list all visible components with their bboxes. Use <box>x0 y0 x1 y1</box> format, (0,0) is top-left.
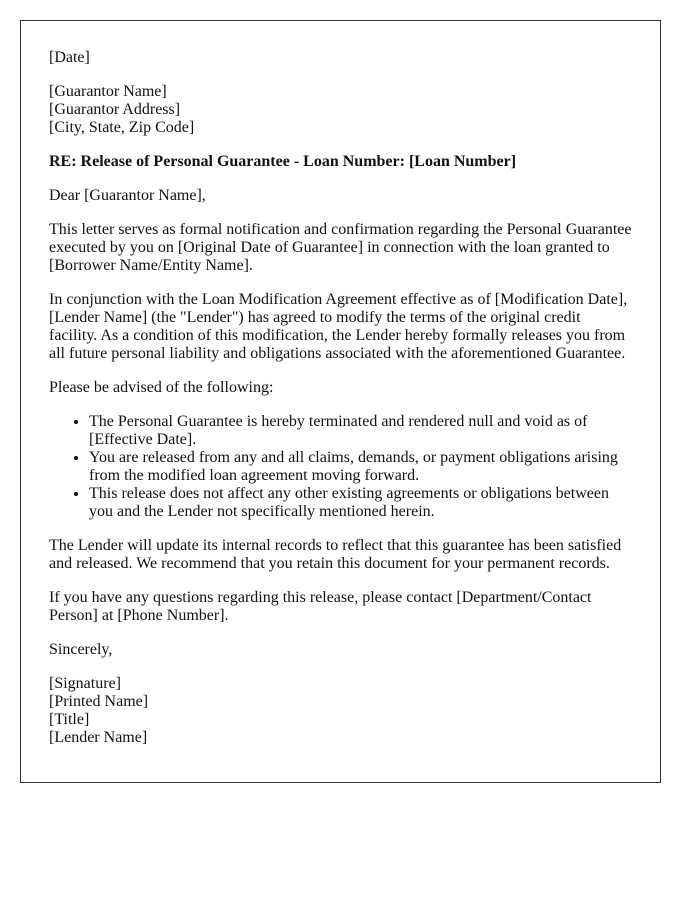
body-paragraph-3: Please be advised of the following: <box>49 379 274 396</box>
terms-list-item: • The Personal Guarantee is hereby terminated and rendered null and void as of [Effective Date]. <box>89 413 632 449</box>
lender-name: [Lender Name] <box>49 729 148 746</box>
signer-title: [Title] <box>49 711 90 728</box>
signature-block <box>49 675 632 747</box>
subject-line: RE: Release of Personal Guarantee - Loan Number: [Loan Number] <box>49 153 517 170</box>
printed-name: [Printed Name] <box>49 693 149 710</box>
terms-list <box>49 413 632 521</box>
recipient-address: [Guarantor Address] <box>49 101 181 118</box>
letter-page <box>20 20 661 783</box>
body-paragraph-2: In conjunction with the Loan Modification Agreement effective as of [Modification Date], [Lender Name] (the "Lender") has agreed to modify the terms of the original credit facility. As a condition of this modification, the Lender hereby formally releases you from all future personal liability and obligations associated with the aforementioned Guarantee. <box>49 291 628 362</box>
recipient-name: [Guarantor Name] <box>49 83 167 100</box>
closing-paragraph-2: If you have any questions regarding this release, please contact [Department/Contact Person] at [Phone Number]. <box>49 589 592 624</box>
closing-line: Sincerely, <box>49 641 113 658</box>
body-paragraph-1: This letter serves as formal notification and confirmation regarding the Personal Guarantee executed by you on [Original Date of Guarantee] in connection with the loan granted to [Borrower Name/Entity Name]. <box>49 221 632 274</box>
date-line: [Date] <box>49 49 90 66</box>
terms-list-item: • You are released from any and all claims, demands, or payment obligations arising from the modified loan agreement moving forward. <box>89 449 632 485</box>
terms-list-item: • This release does not affect any other existing agreements or obligations between you and the Lender not specifically mentioned herein. <box>89 485 632 521</box>
salutation: Dear [Guarantor Name], <box>49 187 206 204</box>
signature-placeholder: [Signature] <box>49 675 121 692</box>
closing-paragraph-1: The Lender will update its internal records to reflect that this guarantee has been satisfied and released. We recommend that you retain this document for your permanent records. <box>49 537 622 572</box>
recipient-address-block <box>49 83 632 137</box>
recipient-city-state-zip: [City, State, Zip Code] <box>49 119 195 136</box>
